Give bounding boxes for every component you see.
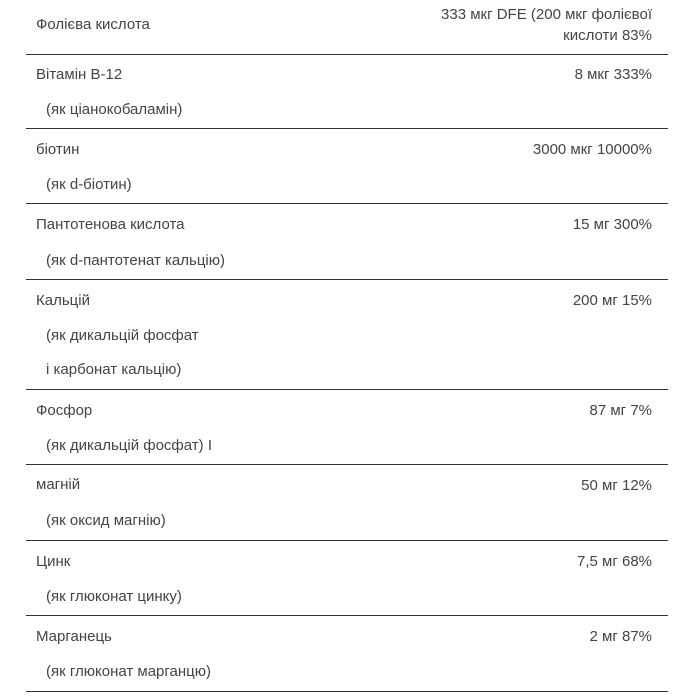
nutrient-name: Вітамін B-12	[36, 66, 123, 83]
nutrient-name: біотин	[36, 141, 80, 158]
nutrient-amount: 87 мг 7%	[589, 402, 652, 419]
nutrient-amount: 2 мг 87%	[589, 628, 652, 645]
table-row-calcium	[26, 280, 668, 390]
nutrient-amount: 15 мг 300%	[572, 216, 652, 233]
table-row-biotin	[26, 129, 668, 204]
nutrient-amount: 50 мг 12%	[581, 477, 652, 494]
nutrient-amount: 8 мкг 333%	[574, 66, 652, 83]
table-row-pantothenic-acid	[26, 204, 668, 280]
table-row-folic-acid	[26, 0, 668, 55]
table-row-phosphorus	[26, 390, 668, 465]
nutrient-name: Фолієва кислота	[36, 16, 150, 33]
nutrient-source: (як ціанокобаламін)	[46, 101, 183, 118]
nutrient-source-line-2: і карбонат кальцію)	[46, 361, 182, 378]
nutrient-amount-line-1: 333 мкг DFE (200 мкг фолієвої	[441, 6, 652, 23]
nutrient-name: Марганець	[36, 628, 112, 645]
nutrient-name: Цинк	[36, 553, 71, 570]
nutrient-source: (як оксид магнію)	[46, 512, 166, 529]
table-row-vitamin-b12	[26, 55, 668, 129]
nutrient-amount: 200 мг 15%	[572, 292, 652, 309]
nutrient-source: (як d-пантотенат кальцію)	[46, 252, 225, 269]
nutrient-amount: 7,5 мг 68%	[577, 553, 652, 570]
nutrient-amount-line-2: кислоти 83%	[563, 27, 652, 44]
nutrient-source: (як глюконат цинку)	[46, 588, 182, 605]
nutrient-source: (як дикальцій фосфат) І	[46, 437, 212, 454]
nutrient-source: (як глюконат марганцю)	[46, 663, 211, 680]
nutrient-source: (як дикальцій фосфат	[46, 327, 199, 344]
table-row-manganese	[26, 616, 668, 692]
nutrient-name: Кальцій	[36, 292, 90, 309]
nutrient-name: Пантотенова кислота	[36, 216, 185, 233]
nutrient-name: магній	[36, 476, 81, 493]
nutrition-table	[26, 0, 668, 692]
table-row-magnesium	[26, 465, 668, 541]
nutrient-source: (як d-біотин)	[46, 176, 132, 193]
nutrient-name: Фосфор	[36, 402, 93, 419]
nutrient-amount: 3000 мкг 10000%	[532, 141, 652, 158]
table-row-zinc	[26, 541, 668, 616]
